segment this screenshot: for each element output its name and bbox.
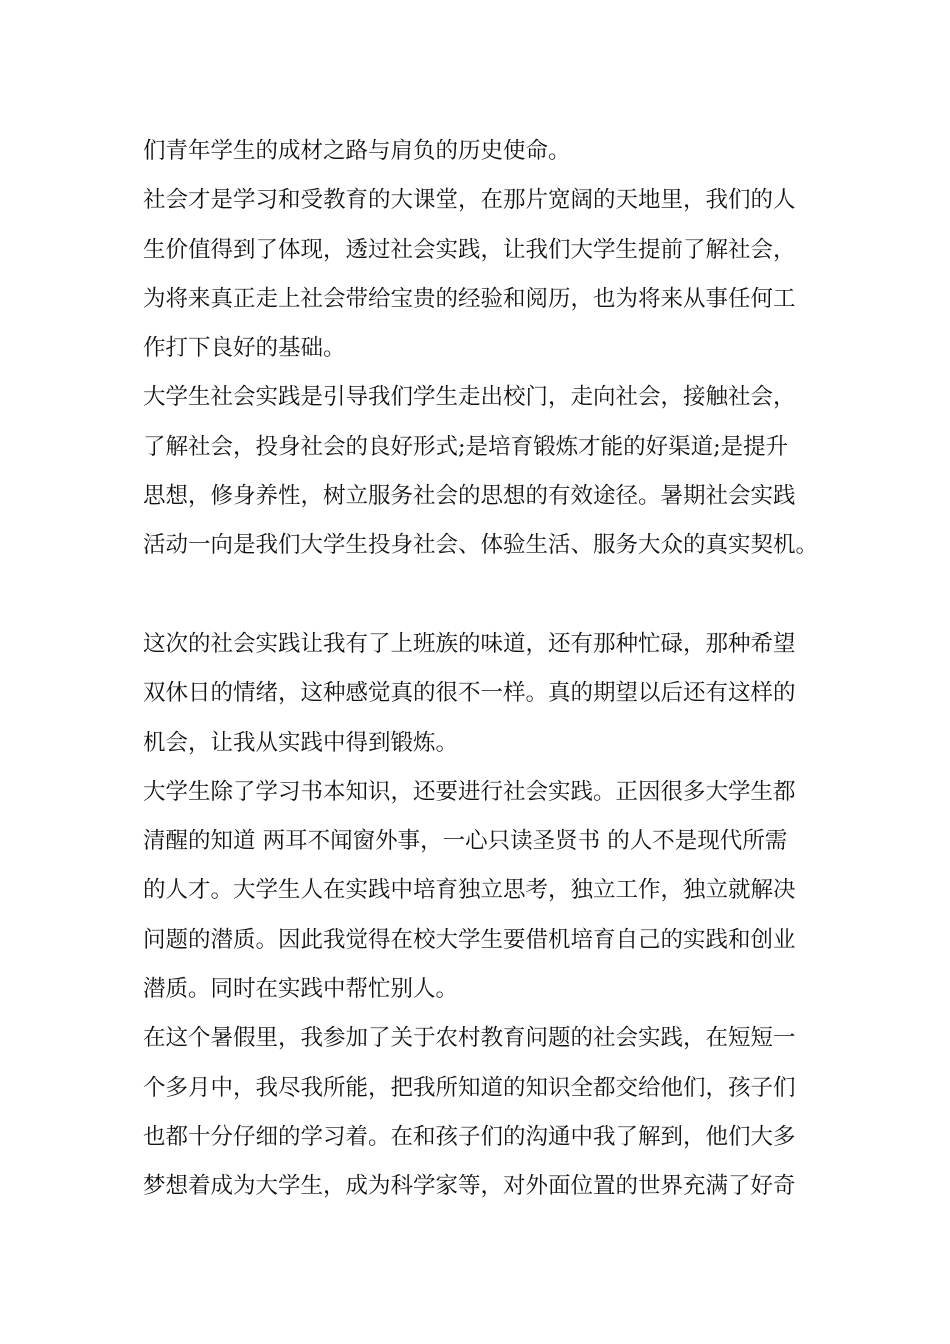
paragraph-gap — [143, 571, 823, 620]
text-line: 双休日的情绪，这种感觉真的很不一样。真的期望以后还有这样的 — [143, 680, 796, 707]
text-line: 为将来真正走上社会带给宝贵的经验和阅历，也为将来从事任何工 — [143, 285, 796, 312]
text-line: 活动一向是我们大学生投身社会、体验生活、服务大众的真实契机。 — [143, 532, 819, 559]
text-line: 作打下良好的基础。 — [143, 335, 346, 362]
text-line: 这次的社会实践让我有了上班族的味道，还有那种忙碌，那种希望 — [143, 630, 796, 657]
text-line: 机会，让我从实践中得到锻炼。 — [143, 729, 459, 756]
text-line: 社会才是学习和受教育的大课堂，在那片宽阔的天地里，我们的人 — [143, 187, 796, 214]
text-line: 生价值得到了体现，透过社会实践，让我们大学生提前了解社会， — [143, 236, 796, 263]
text-line: 潜质。同时在实践中帮忙别人。 — [143, 976, 459, 1003]
text-line: 问题的潜质。因此我觉得在校大学生要借机培育自己的实践和创业 — [143, 926, 796, 953]
document-body — [143, 127, 823, 1212]
text-line: 清醒的知道 两耳不闻窗外事，一心只读圣贤书 的人不是现代所需 — [143, 828, 788, 855]
text-line: 也都十分仔细的学习着。在和孩子们的沟通中我了解到，他们大多 — [143, 1123, 796, 1150]
text-line: 大学生社会实践是引导我们学生走出校门，走向社会，接触社会， — [143, 384, 796, 411]
text-line: 了解社会，投身社会的良好形式;是培育锻炼才能的好渠道;是提升 — [143, 433, 789, 460]
text-line: 个多月中，我尽我所能，把我所知道的知识全都交给他们，孩子们 — [143, 1074, 796, 1101]
text-line: 思想，修身养性，树立服务社会的思想的有效途径。暑期社会实践 — [143, 483, 796, 510]
text-line: 大学生除了学习书本知识，还要进行社会实践。正因很多大学生都 — [143, 778, 796, 805]
text-line: 们青年学生的成材之路与肩负的历史使命。 — [143, 138, 571, 164]
text-line: 的人才。大学生人在实践中培育独立思考，独立工作，独立就解决 — [143, 877, 796, 904]
text-line: 梦想着成为大学生，成为科学家等，对外面位置的世界充满了好奇 — [143, 1173, 796, 1200]
text-line: 在这个暑假里，我参加了关于农村教育问题的社会实践，在短短一 — [143, 1025, 796, 1052]
